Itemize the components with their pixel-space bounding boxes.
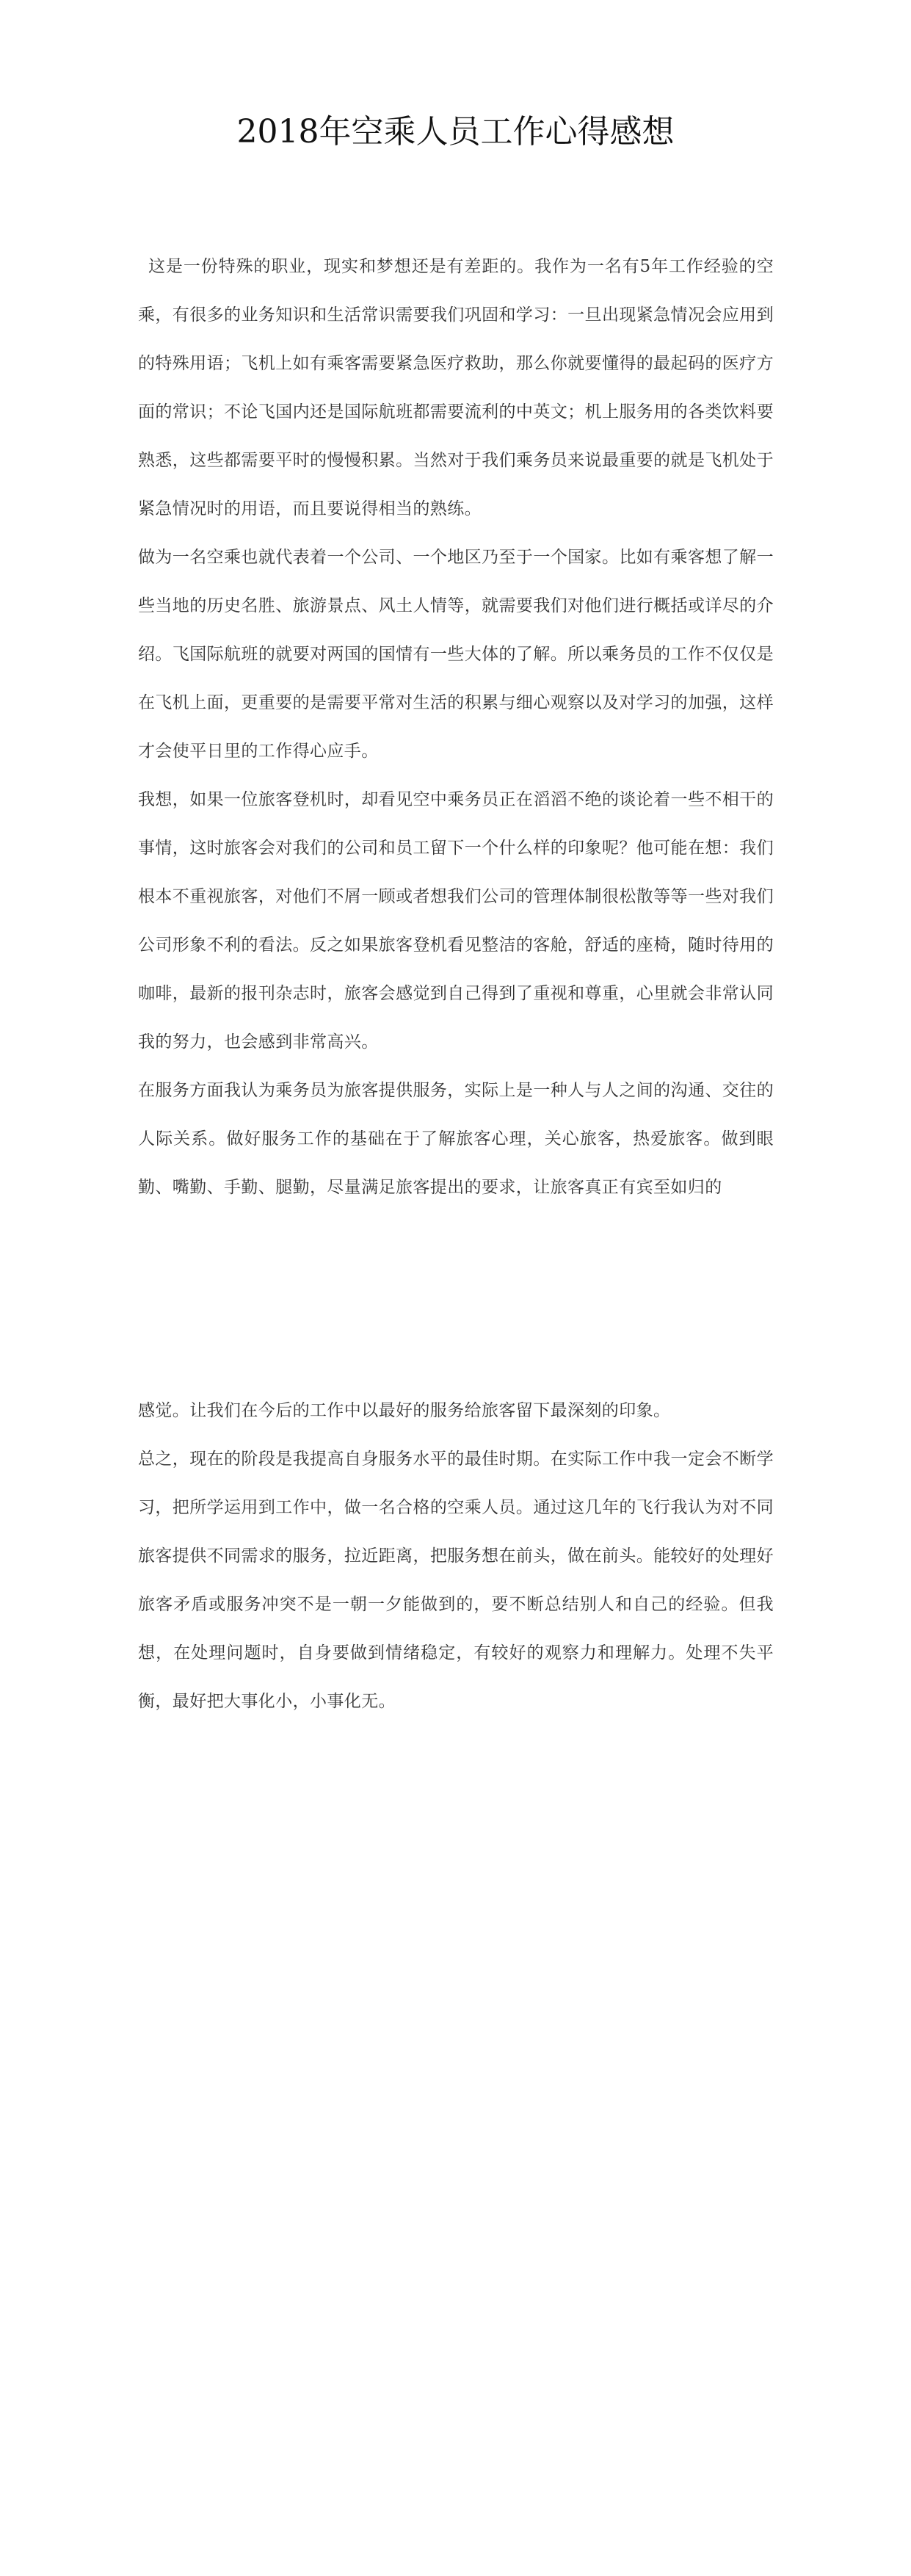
paragraph: 这是一份特殊的职业，现实和梦想还是有差距的。我作为一名有5年工作经验的空乘，有很多的业务知识和生活常识需要我们巩固和学习：一旦出现紧急情况会应用到的特殊用语；飞机上如有乘客需要紧急医疗救助，那么你就要懂得的最起码的医疗方面的常识；不论飞国内还是国际航班都需要流利的中英文；机上服务用的各类饮料要熟悉，这些都需要平时的慢慢积累。当然对于我们乘务员来说最重要的就是飞机处于紧急情况时的用语，而且要说得相当的熟练。 [138, 257, 774, 518]
paragraph: 做为一名空乘也就代表着一个公司、一个地区乃至于一个国家。比如有乘客想了解一些当地的历史名胜、旅游景点、风土人情等，就需要我们对他们进行概括或详尽的介绍。飞国际航班的就要对两国的国情有一些大体的了解。所以乘务员的工作不仅仅是在飞机上面，更重要的是需要平常对生活的积累与细心观察以及对学习的加强，这样才会使平日里的工作得心应手。 [138, 548, 774, 761]
document-title: 2018年空乘人员工作心得感想 [236, 113, 675, 151]
paragraph: 在服务方面我认为乘务员为旅客提供服务，实际上是一种人与人之间的沟通、交往的人际关系。做好服务工作的基础在于了解旅客心理，关心旅客，热爱旅客。做到眼勤、嘴勤、手勤、腿勤，尽量满足旅客提出的要求，让旅客真正有宾至如归的 [138, 1081, 774, 1197]
body-text-lower [138, 1386, 774, 1726]
paragraph: 我想，如果一位旅客登机时，却看见空中乘务员正在滔滔不绝的谈论着一些不相干的事情，这时旅客会对我们的公司和员工留下一个什么样的印象呢？他可能在想：我们根本不重视旅客，对他们不屑一顾或者想我们公司的管理体制很松散等等一些对我们公司形象不利的看法。反之如果旅客登机看见整洁的客舱，舒适的座椅，随时待用的咖啡，最新的报刊杂志时，旅客会感觉到自己得到了重视和尊重，心里就会非常认同我的努力，也会感到非常高兴。 [138, 790, 774, 1052]
paragraph: 总之，现在的阶段是我提高自身服务水平的最佳时期。在实际工作中我一定会不断学习，把所学运用到工作中，做一名合格的空乘人员。通过这几年的飞行我认为对不同旅客提供不同需求的服务，拉近距离，把服务想在前头，做在前头。能较好的处理好旅客矛盾或服务冲突不是一朝一夕能做到的，要不断总结别人和自己的经验。但我想，在处理问题时，自身要做到情绪稳定，有较好的观察力和理解力。处理不失平衡，最好把大事化小，小事化无。 [138, 1450, 774, 1711]
body-text-upper [138, 242, 774, 1212]
paragraph: 感觉。让我们在今后的工作中以最好的服务给旅客留下最深刻的印象。 [138, 1401, 671, 1420]
